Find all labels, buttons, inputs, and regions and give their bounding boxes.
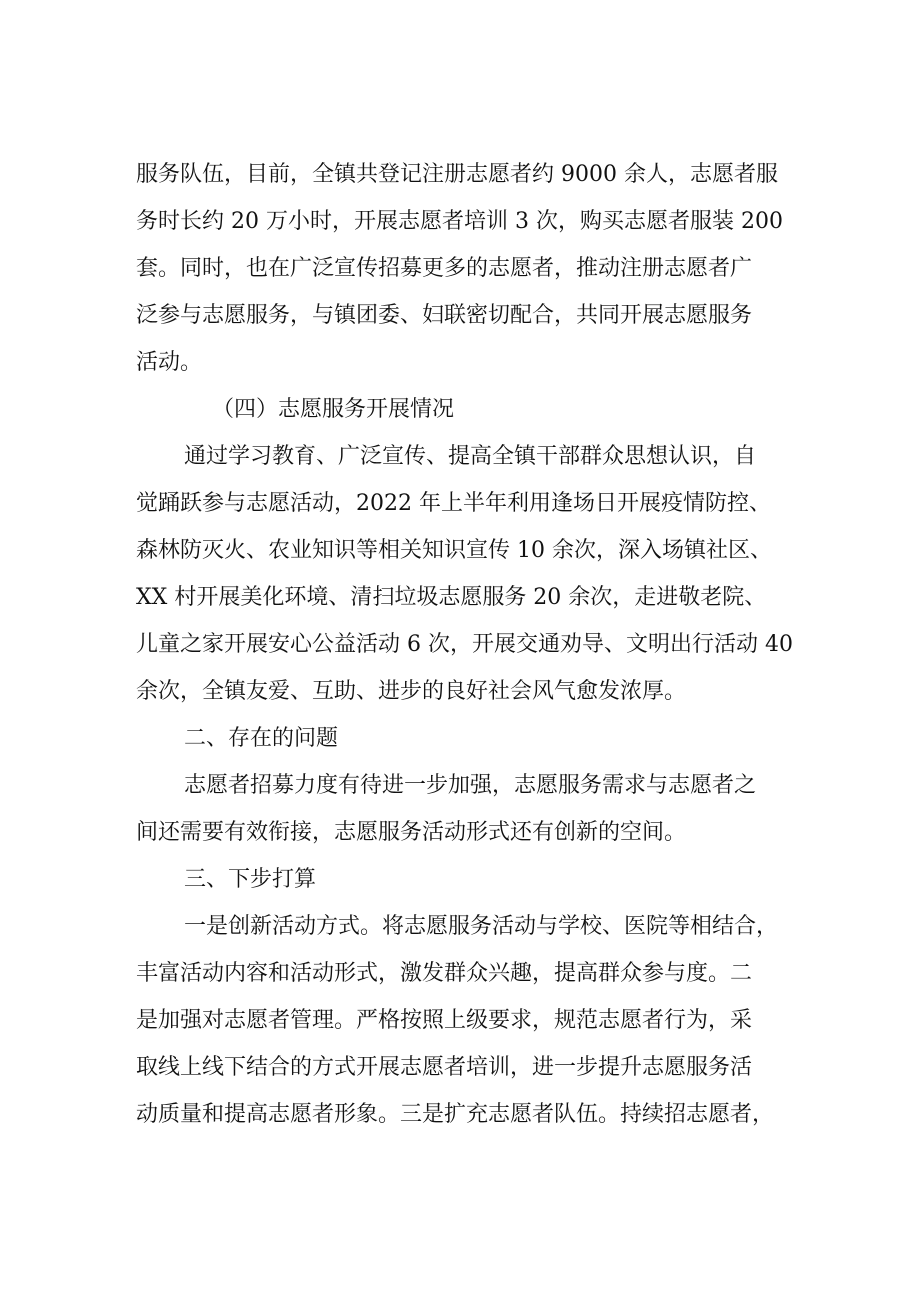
paragraph-line: 服务队伍，目前，全镇共登记注册志愿者约 9000 余人，志愿者服: [136, 162, 778, 187]
paragraph-line: 务时长约 20 万小时，开展志愿者培训 3 次，购买志愿者服装 200: [136, 209, 783, 234]
paragraph-line: 森林防灭火、农业知识等相关知识宣传 10 余次，深入场镇社区、: [136, 538, 772, 563]
paragraph-line: 余次，全镇友爱、互助、进步的良好社会风气愈发浓厚。: [136, 679, 687, 704]
section-heading: 二、存在的问题: [184, 726, 339, 751]
paragraph-line: XX 村开展美化环境、清扫垃圾志愿服务 20 余次，走进敬老院、: [136, 585, 767, 610]
paragraph-line: 动质量和提高志愿者形象。三是扩充志愿者队伍。持续招志愿者，: [136, 1102, 775, 1127]
section-heading: （四）志愿服务开展情况: [212, 397, 455, 422]
paragraph-line: 间还需要有效衔接，志愿服务活动形式还有创新的空间。: [136, 820, 687, 845]
document-body: [136, 156, 796, 1133]
paragraph-line: 觉踊跃参与志愿活动，2022 年上半年利用逢场日开展疫情防控、: [136, 491, 771, 516]
paragraph-line: 是加强对志愿者管理。严格按照上级要求，规范志愿者行为，采: [136, 1008, 753, 1033]
paragraph-line: 一是创新活动方式。将志愿服务活动与学校、医院等相结合，: [184, 914, 779, 939]
paragraph-line: 活动。: [136, 350, 203, 375]
paragraph-line: 通过学习教育、广泛宣传、提高全镇干部群众思想认识，自: [184, 444, 757, 469]
paragraph-line: 取线上线下结合的方式开展志愿者培训，进一步提升志愿服务活: [136, 1055, 753, 1080]
paragraph-line: 泛参与志愿服务，与镇团委、妇联密切配合，共同开展志愿服务: [136, 303, 753, 328]
paragraph-line: 丰富活动内容和活动形式，激发群众兴趣，提高群众参与度。二: [136, 961, 753, 986]
section-heading: 三、下步打算: [184, 867, 317, 892]
paragraph-line: 套。同时，也在广泛宣传招募更多的志愿者，推动注册志愿者广: [136, 256, 753, 281]
paragraph-line: 志愿者招募力度有待进一步加强，志愿服务需求与志愿者之: [184, 773, 757, 798]
paragraph-line: 儿童之家开展安心公益活动 6 次，开展交通劝导、文明出行活动 40: [136, 632, 793, 657]
